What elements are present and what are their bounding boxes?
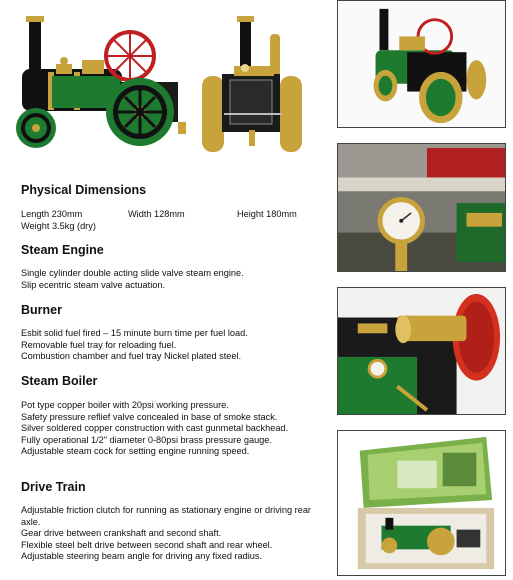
weight-value: Weight 3.5kg (dry) xyxy=(21,221,96,231)
drive-train-text xyxy=(21,505,311,563)
text-line: Slip ecentric steam valve actuation. xyxy=(21,279,166,290)
weight-row xyxy=(21,221,321,233)
length-value: Length 230mm xyxy=(21,209,83,219)
text-line: Safety pressure reflief valve concealed in base of smoke stack. xyxy=(21,411,278,422)
burner-text xyxy=(21,328,311,363)
drive-train-heading: Drive Train xyxy=(21,480,86,494)
burner-heading: Burner xyxy=(21,303,62,317)
text-line: Adjustable friction clutch for running as stationary engine or driving rear axle. xyxy=(21,505,311,527)
photo-pressure-gauge xyxy=(337,143,506,272)
text-line: Adjustable steering beam angle for driving any fixed radius. xyxy=(21,551,263,562)
steam-boiler-heading: Steam Boiler xyxy=(21,374,98,388)
text-line: Gear drive between crankshaft and second shaft. xyxy=(21,528,222,539)
text-line: Esbit solid fuel fired – 15 minute burn time per fuel load. xyxy=(21,328,248,338)
text-line: Pot type copper boiler with 20psi working pressure. xyxy=(21,400,229,410)
photo-engine-three-quarter xyxy=(337,0,506,128)
steam-boiler-text xyxy=(21,400,311,458)
dimensions-row xyxy=(21,209,321,221)
engine-front-view-image xyxy=(200,14,310,154)
height-value: Height 180mm xyxy=(237,209,297,219)
text-line: Fully operational 1/2" diameter 0-80psi brass pressure gauge. xyxy=(21,434,272,445)
engine-side-view-image xyxy=(12,14,192,154)
text-line: Flexible steel belt drive between second shaft and rear wheel. xyxy=(21,539,273,550)
width-value: Width 128mm xyxy=(128,209,185,219)
steam-engine-text xyxy=(21,268,311,291)
text-line: Single cylinder double acting slide valve steam engine. xyxy=(21,268,244,278)
text-line: Adjustable steam cock for setting engine running speed. xyxy=(21,446,250,457)
text-line: Silver soldered copper construction with cast gunmetal backhead. xyxy=(21,423,289,434)
physical-dimensions-heading: Physical Dimensions xyxy=(21,183,147,197)
photo-boxed-kit xyxy=(337,430,506,576)
steam-engine-heading: Steam Engine xyxy=(21,243,104,257)
text-line: Removable fuel tray for reloading fuel. xyxy=(21,339,177,350)
text-line: Combustion chamber and fuel tray Nickel plated steel. xyxy=(21,351,242,362)
photo-cylinder-closeup xyxy=(337,287,506,415)
